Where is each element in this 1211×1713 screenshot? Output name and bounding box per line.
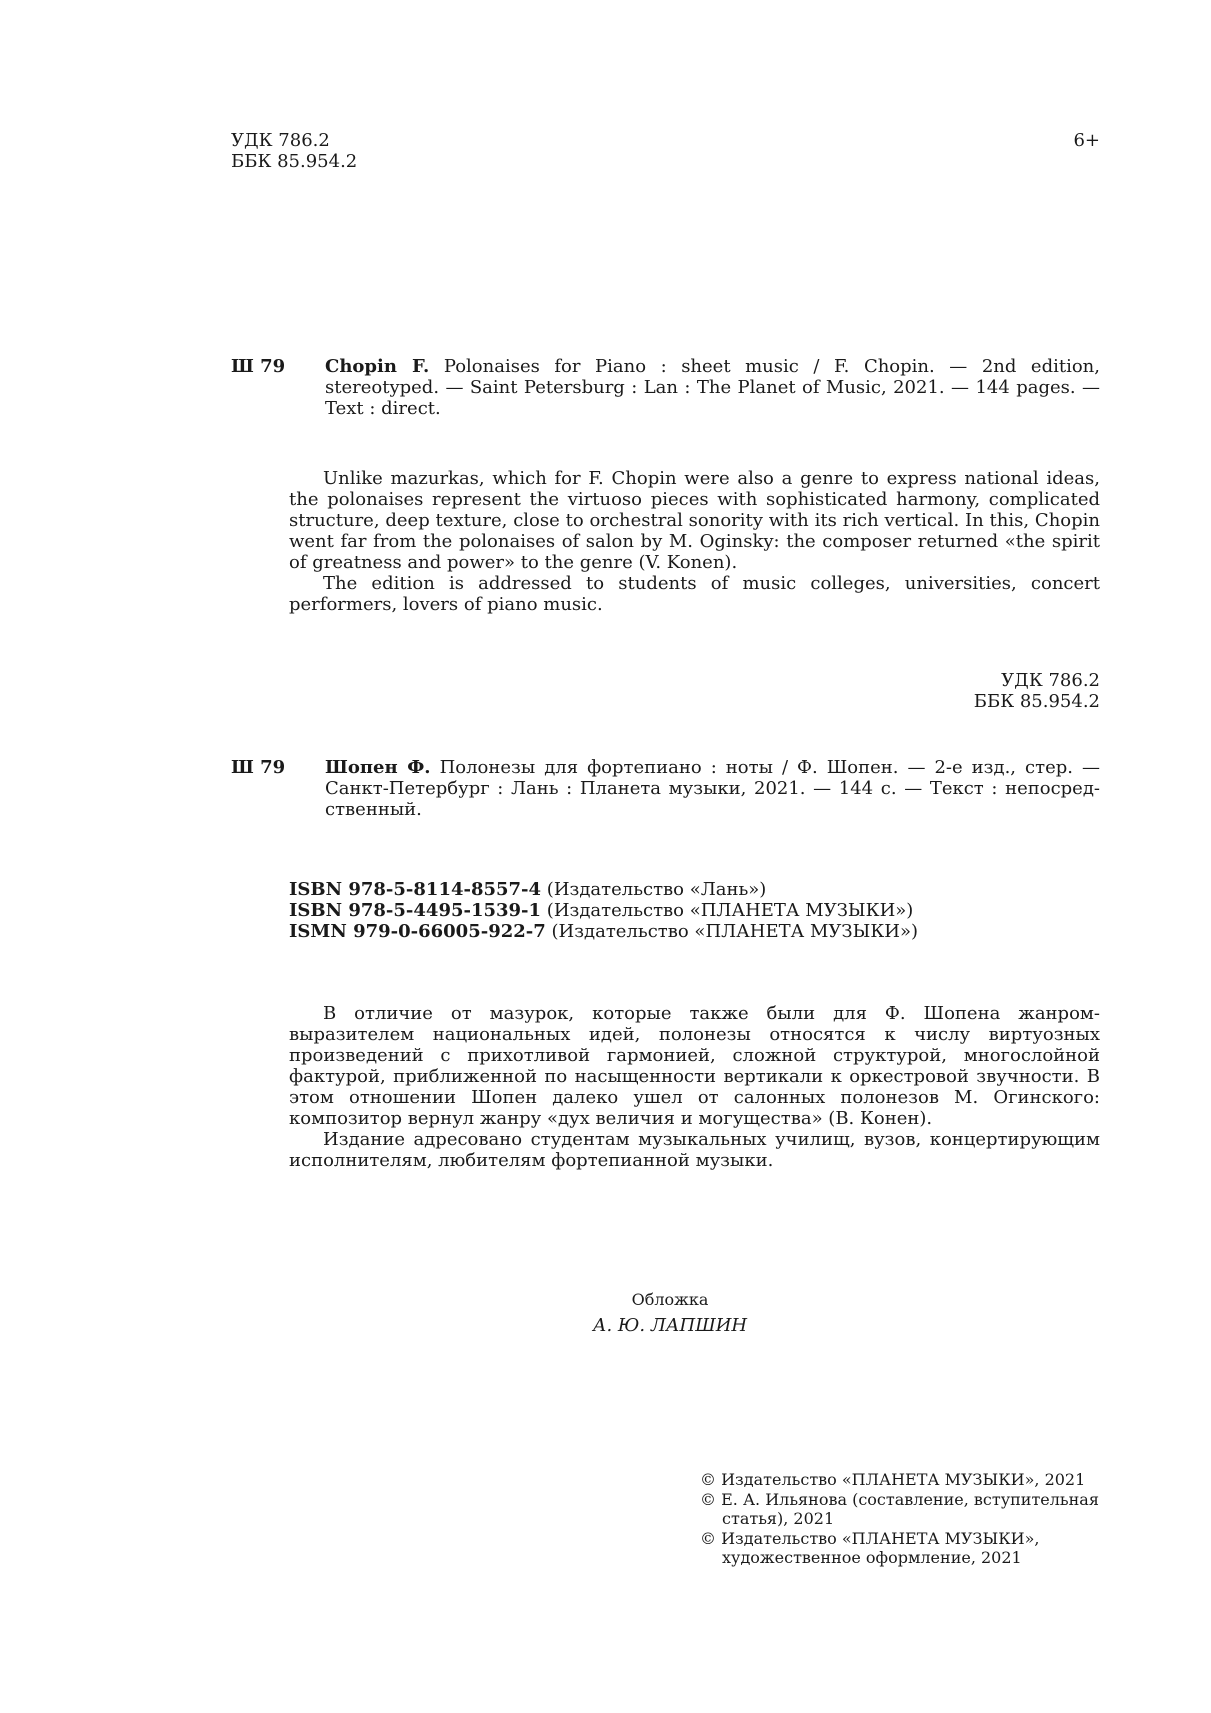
mid-udk: УДК 786.2 xyxy=(1001,670,1100,691)
english-abstract xyxy=(289,468,1100,615)
russian-record-line2: Санкт-Петербург : Лань : Планета музыки, 2021. — 144 с. — Текст : непосред- xyxy=(325,778,1100,799)
russian-author: Шопен Ф. xyxy=(325,757,431,778)
cover-label: Обложка xyxy=(631,1290,709,1309)
isbn-publisher: (Издательство «ПЛАНЕТА МУЗЫКИ») xyxy=(546,900,914,921)
top-udk: УДК 786.2 xyxy=(231,130,330,151)
top-bbk: ББК 85.954.2 xyxy=(231,151,358,172)
top-classification xyxy=(231,130,357,172)
english-code: Ш 79 xyxy=(231,356,286,377)
english-record xyxy=(231,356,1100,419)
russian-abstract-p2: Издание адресовано студентам музыкальных училищ, вузов, концертирующим исполнителям, любителям фортепианной музыки. xyxy=(289,1129,1100,1171)
russian-record xyxy=(231,757,1100,820)
cover-credit xyxy=(560,1289,780,1336)
english-author: Chopin F. xyxy=(325,356,430,377)
isbn-line xyxy=(289,879,1100,900)
isbn-number: ISBN 978-5-4495-1539-1 xyxy=(289,900,542,921)
copyright-line: художественное оформление, 2021 xyxy=(722,1548,1022,1567)
isbn-line xyxy=(289,900,1100,921)
isbn-publisher: (Издательство «Лань») xyxy=(546,879,767,900)
english-record-line1 xyxy=(231,356,1100,377)
copyright-block xyxy=(700,1470,1100,1568)
copyright-line: © Е. А. Ильянова (составление, вступительная xyxy=(700,1489,1099,1509)
copyright-line: статья), 2021 xyxy=(722,1509,835,1528)
ismn-line xyxy=(289,921,1100,942)
russian-title-line1: Полонезы для фортепиано : ноты / Ф. Шопен. — 2-е изд., стер. — xyxy=(439,757,1100,778)
copyright-line: © Издательство «ПЛАНЕТА МУЗЫКИ», 2021 xyxy=(700,1470,1086,1489)
russian-abstract xyxy=(289,1003,1100,1171)
ismn-number: ISMN 979-0-66005-922-7 xyxy=(289,921,546,942)
isbn-number: ISBN 978-5-8114-8557-4 xyxy=(289,879,542,900)
russian-record-line1 xyxy=(231,757,1100,778)
copyright-line: © Издательство «ПЛАНЕТА МУЗЫКИ», xyxy=(700,1528,1040,1548)
english-title-line1: Polonaises for Piano : sheet music / F. Chopin. — 2nd edition, xyxy=(443,356,1100,377)
isbn-block xyxy=(289,879,1100,942)
russian-abstract-p1: В отличие от мазурок, которые также были для Ф. Шопена жанром-выразителем национальных идей, полонезы относятся к числу виртуозных произведений с прихотливой гармонией, сложной структурой, многослойной фактурой, приближенной по насыщенности вертикали к оркестровой звучности. В этом отношении Шопен далеко ушел от салонных полонезов М. Огинского: композитор вернул жанру «дух величия и могущества» (В. Конен). xyxy=(289,1003,1100,1129)
age-rating: 6+ xyxy=(1073,130,1100,151)
english-record-line3: Text : direct. xyxy=(325,398,441,419)
ismn-publisher: (Издательство «ПЛАНЕТА МУЗЫКИ») xyxy=(551,921,919,942)
mid-bbk: ББК 85.954.2 xyxy=(973,691,1100,712)
english-abstract-p1: Unlike mazurkas, which for F. Chopin were also a genre to express national ideas, the polonaises represent the virtuoso pieces with sophisticated harmony, complicated structure, deep texture, close to orchestral sonority with its rich vertical. In this, Chopin went far from the polonaises of salon by M. Oginsky: the composer returned «the spirit of greatness and power» to the genre (V. Konen). xyxy=(289,468,1100,573)
english-record-line2: stereotyped. — Saint Petersburg : Lan : The Planet of Music, 2021. — 144 pages. — xyxy=(325,377,1100,398)
russian-record-line3: ственный. xyxy=(325,799,422,820)
english-abstract-p2: The edition is addressed to students of music colleges, universities, concert performers, lovers of piano music. xyxy=(289,573,1100,615)
russian-code: Ш 79 xyxy=(231,757,286,778)
mid-classification xyxy=(860,670,1100,712)
cover-artist: А. Ю. ЛАПШИН xyxy=(592,1315,748,1336)
